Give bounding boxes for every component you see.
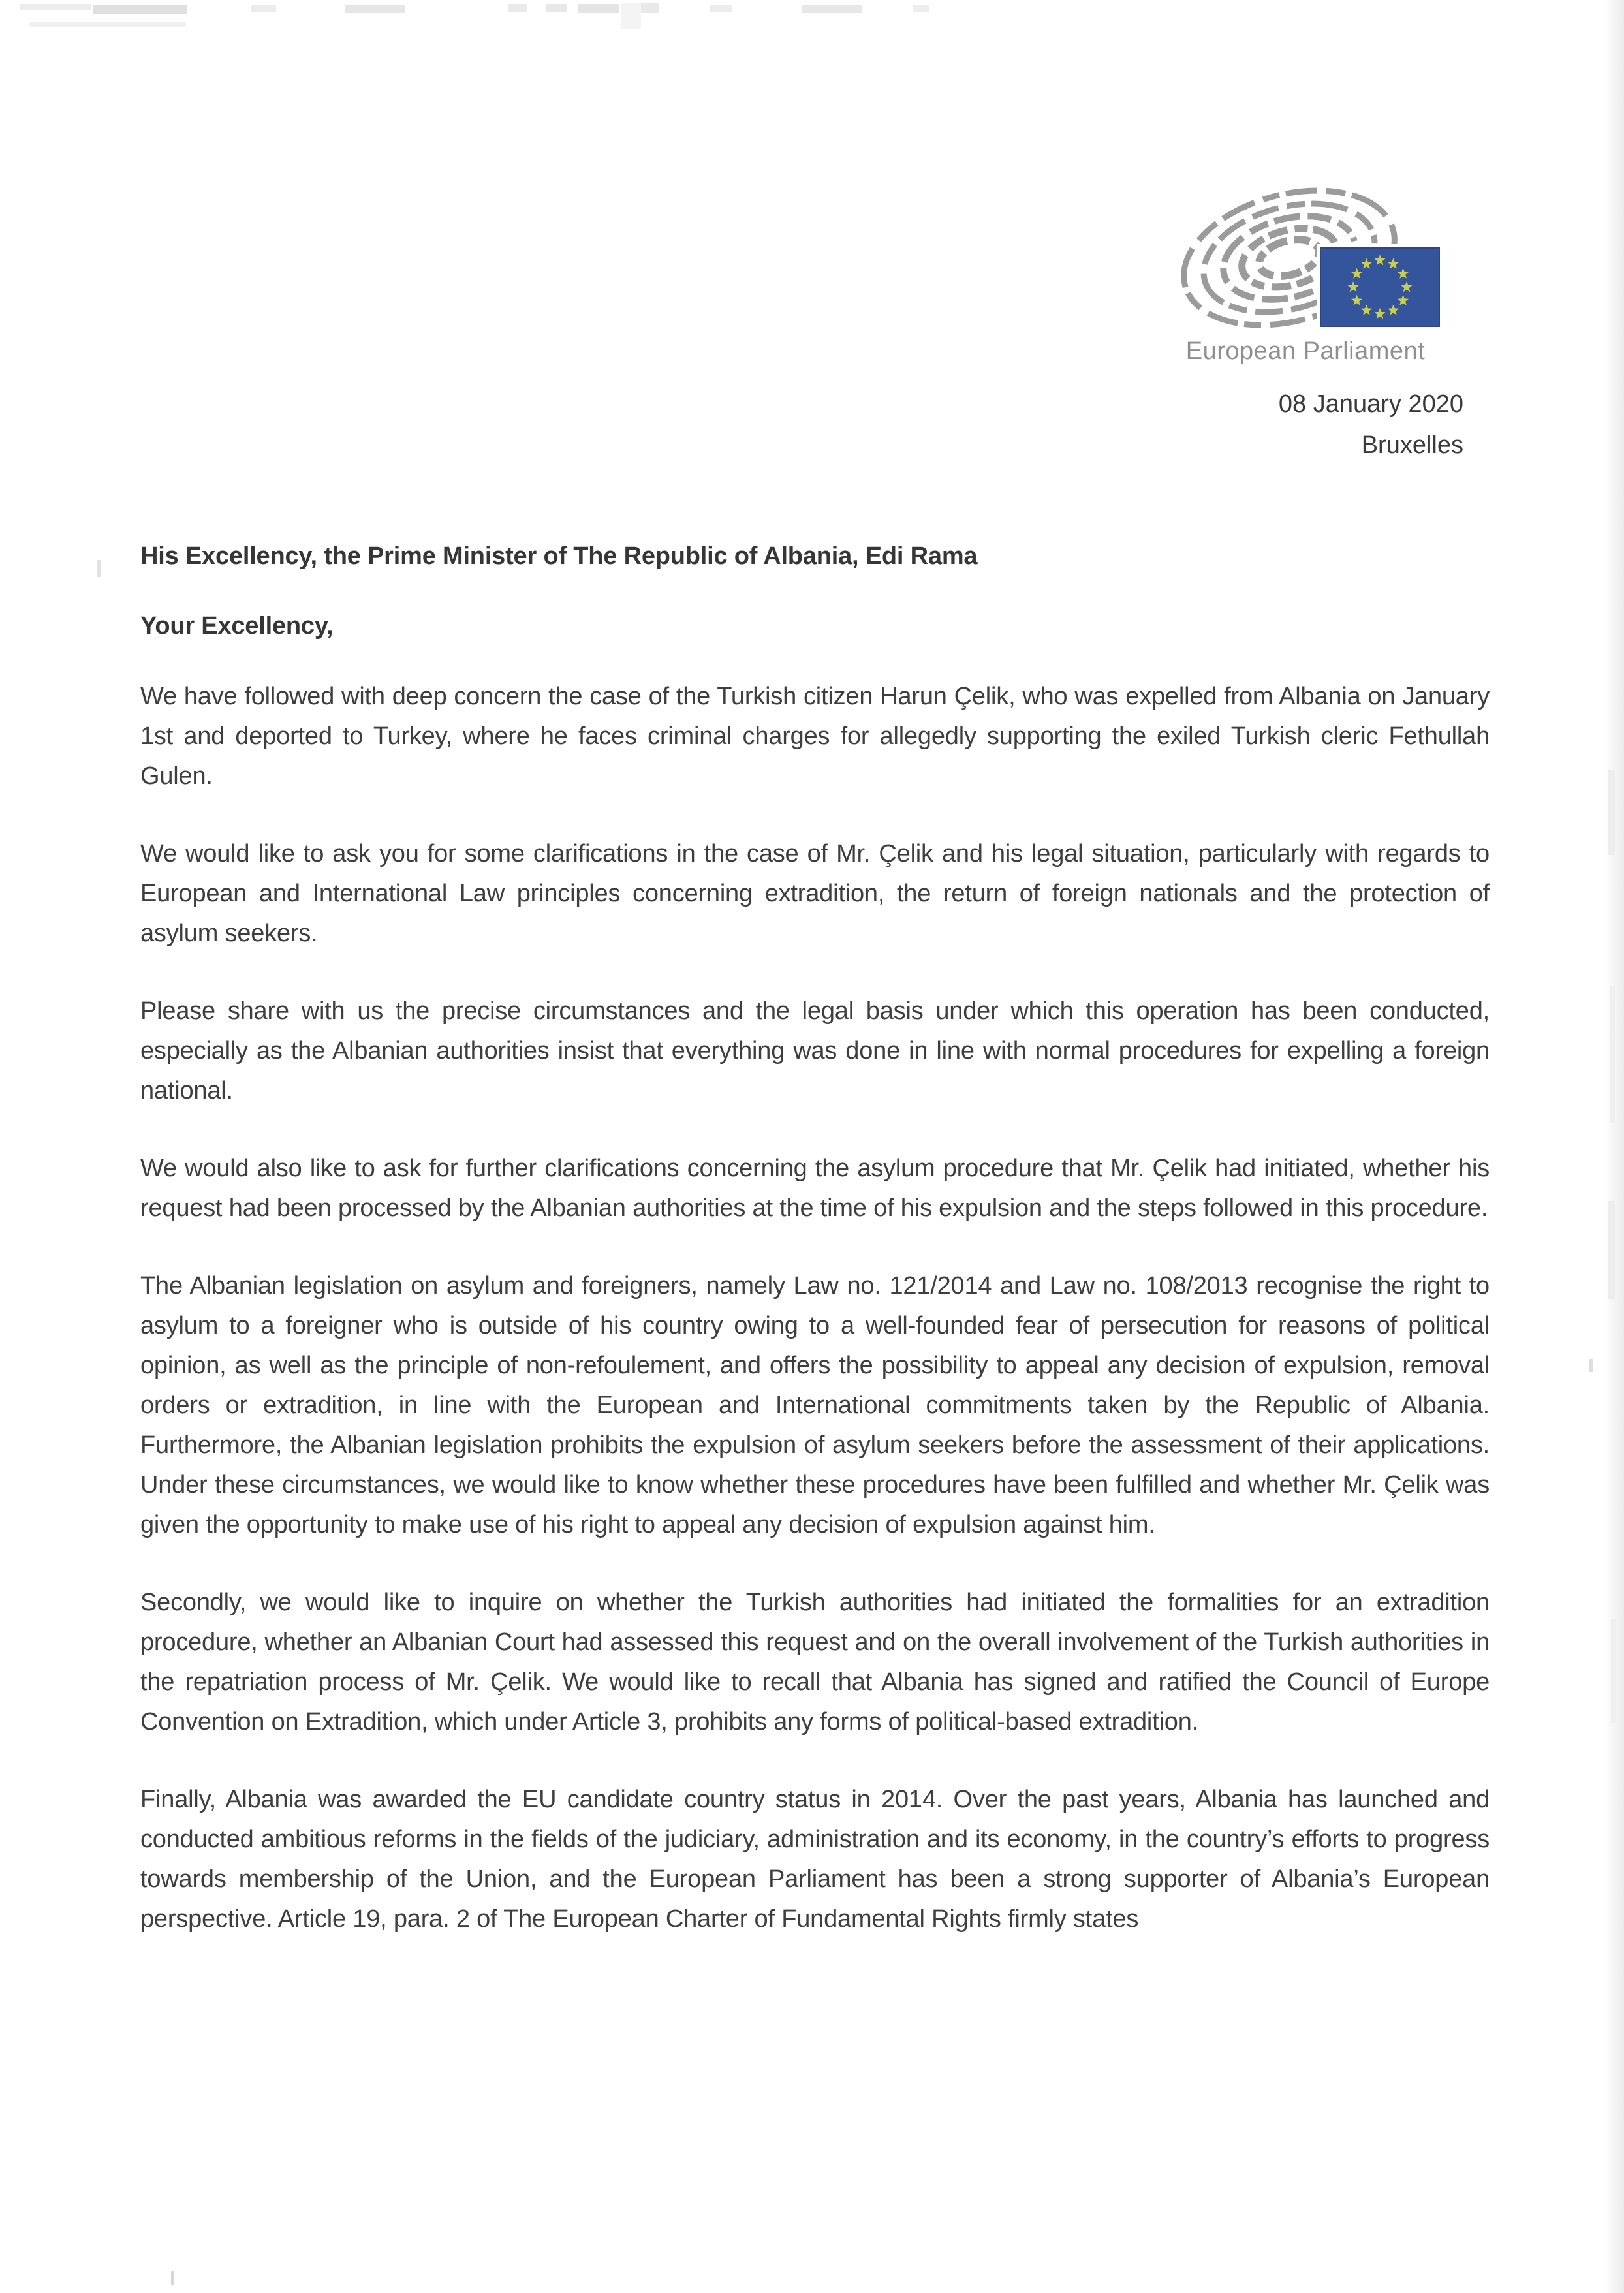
paragraph-4: We would also like to ask for further clarifications concerning the asylum procedure that Mr. Çelik had initiated, whether his request had been processed by the Albanian authorities at the time of his expulsion and the steps followed in this procedure.	[140, 1155, 1490, 1222]
eu-flag-icon	[1317, 244, 1443, 330]
paragraph-2: We would like to ask you for some clarifications in the case of Mr. Çelik and his legal situation, particularly with regards to European and International Law principles concerning extradition, the return of foreign nationals and the protection of asylum seekers.	[140, 840, 1490, 947]
salutation-line: Your Excellency,	[140, 612, 334, 640]
paragraph-6: Secondly, we would like to inquire on whether the Turkish authorities had initiated the formalities for an extradition procedure, whether an Albanian Court had assessed this request and on the overall involvement of the Turkish authorities in the repatriation process of Mr. Çelik. We would like to recall that Albania has signed and ratified the Council of Europe Convention on Extradition, which under Article 3, prohibits any forms of political-based extradition.	[140, 1589, 1490, 1736]
paragraph-5: The Albanian legislation on asylum and foreigners, namely Law no. 121/2014 and Law no. 108/2013 recognise the right to asylum to a foreigner who is outside of his country owing to a well-founded fear of persecution for reasons of political opinion, as well as the principle of non-refoulement, and offers the possibility to appeal any decision of expulsion, removal orders or extradition, in line with the European and International commitments taken by the Republic of Albania. Furthermore, the Albanian legislation prohibits the expulsion of asylum seekers before the assessment of their applications. Under these circumstances, we would like to know whether these procedures have been fulfilled and whether Mr. Çelik was given the opportunity to make use of his right to appeal any decision of expulsion against him.	[140, 1272, 1490, 1538]
scan-artifact-right-band	[1604, 0, 1624, 2293]
letter-city: Bruxelles	[1361, 431, 1463, 459]
letter-body	[140, 537, 1490, 1977]
paragraph-3: Please share with us the precise circumstances and the legal basis under which this operation has been conducted, especially as the Albanian authorities insist that everything was done in line with normal procedures for expelling a foreign national.	[140, 997, 1490, 1104]
date-block	[1279, 384, 1463, 466]
logo-caption: European Parliament	[1185, 337, 1426, 365]
recipient-line: His Excellency, the Prime Minister of The Republic of Albania, Edi Rama	[140, 542, 978, 570]
paragraph-7: Finally, Albania was awarded the EU candidate country status in 2014. Over the past years, Albania has launched and conducted ambitious reforms in the fields of the judiciary, administration and its economy, in the country’s efforts to progress towards membership of the Union, and the European Parliament has been a strong supporter of Albania’s European perspective. Article 19, para. 2 of The European Charter of Fundamental Rights firmly states	[140, 1786, 1490, 1933]
letter-date: 08 January 2020	[1278, 390, 1463, 418]
paragraph-1: We have followed with deep concern the case of the Turkish citizen Harun Çelik, who was expelled from Albania on January 1st and deported to Turkey, where he faces criminal charges for allegedly supporting the exiled Turkish cleric Fethullah Gulen.	[140, 683, 1490, 790]
